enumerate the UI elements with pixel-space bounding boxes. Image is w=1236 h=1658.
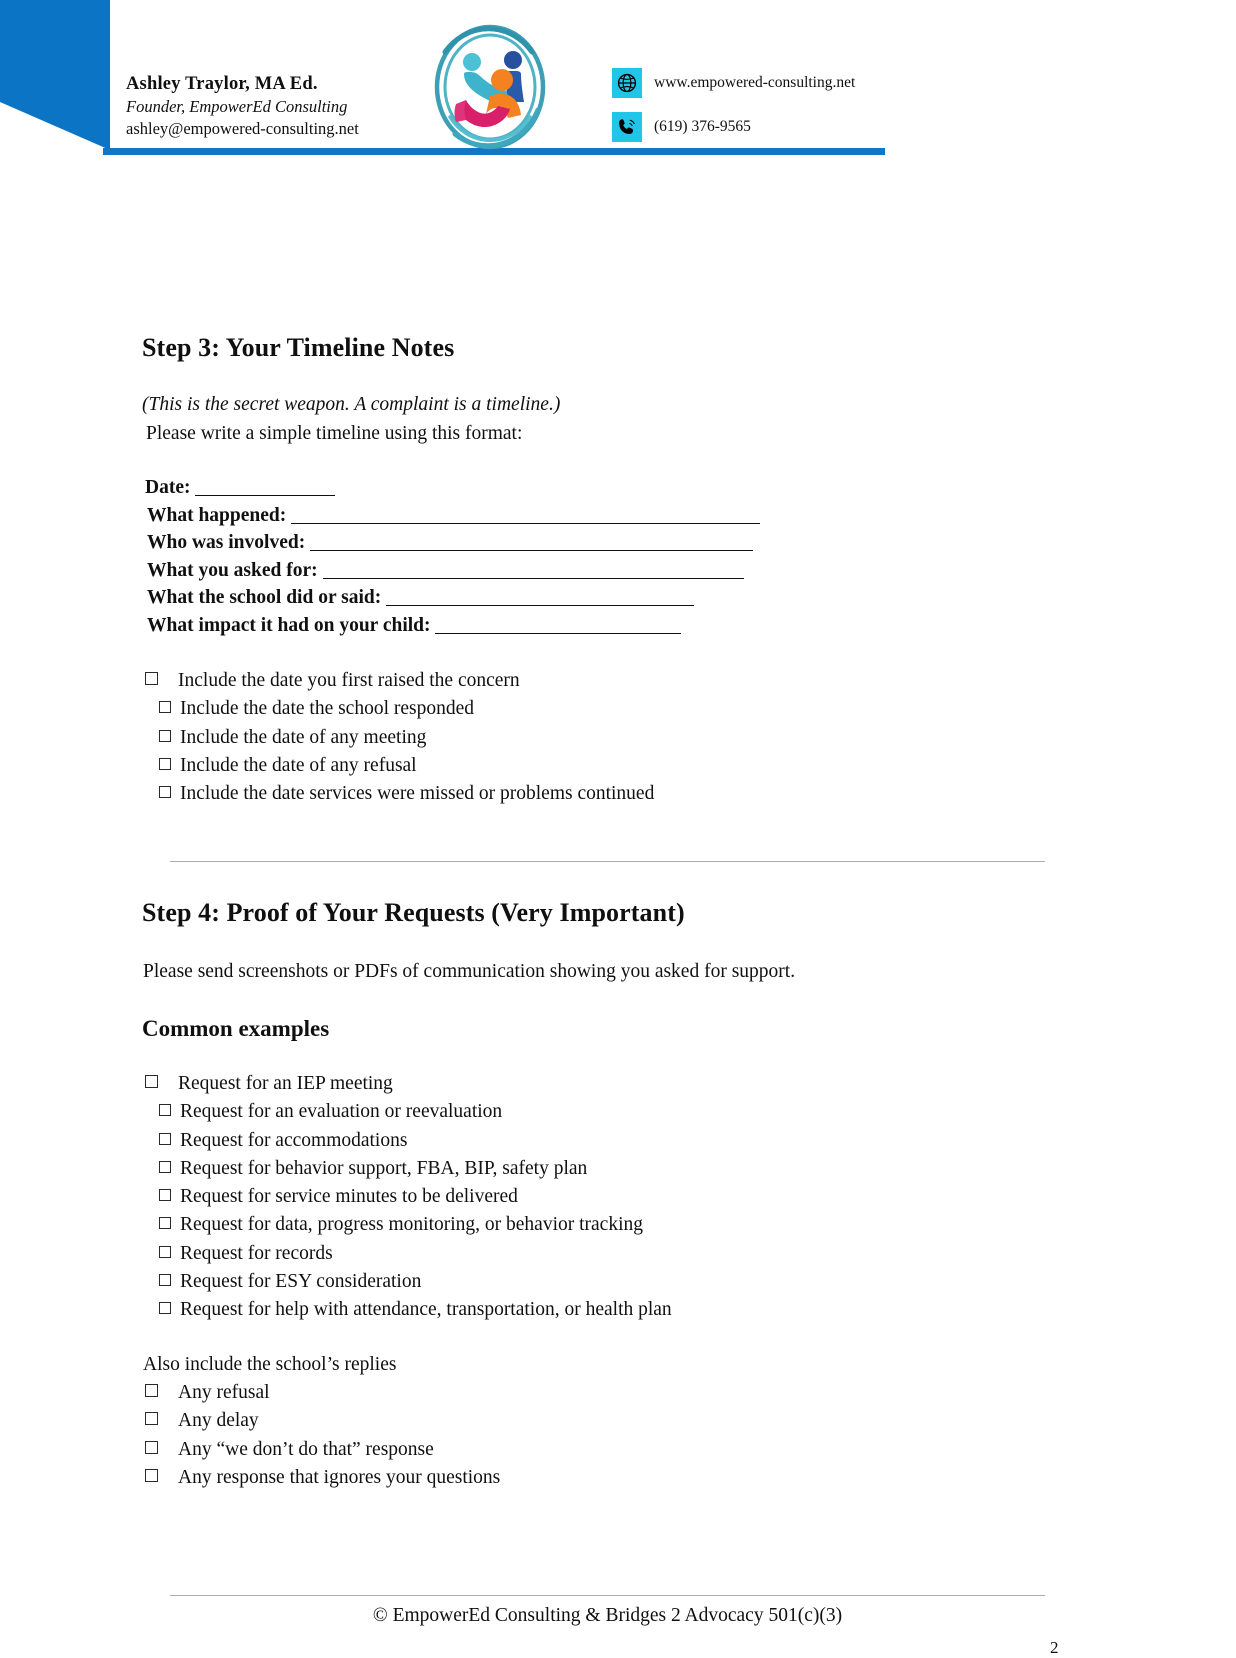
section-divider <box>170 861 1045 862</box>
list-item-label: Any refusal <box>178 1382 270 1403</box>
footer-divider <box>170 1595 1045 1596</box>
form-field-impact <box>147 612 760 640</box>
list-item-label: Request for ESY consideration <box>180 1271 422 1293</box>
form-field-impact-blank[interactable] <box>435 618 681 634</box>
list-item-label: Request for data, progress monitoring, or behavior tracking <box>180 1214 644 1236</box>
list-item[interactable] <box>159 752 654 780</box>
phone-icon <box>612 112 642 142</box>
checkbox-icon[interactable] <box>145 1441 158 1454</box>
company-logo <box>420 22 560 152</box>
step3-heading: Step 3: Your Timeline Notes <box>142 333 455 362</box>
list-item-label: Request for an IEP meeting <box>178 1073 393 1094</box>
globe-icon <box>612 68 642 98</box>
phone-text: (619) 376-9565 <box>654 118 751 135</box>
step3-instruction: Please write a simple timeline using this format: <box>146 423 523 444</box>
list-item[interactable] <box>159 724 654 752</box>
form-field-who-involved <box>147 529 760 557</box>
checkbox-icon[interactable] <box>159 1246 171 1258</box>
checkbox-icon[interactable] <box>159 1133 171 1145</box>
list-item[interactable] <box>145 1379 500 1407</box>
form-field-date-blank[interactable] <box>195 480 335 496</box>
list-item-label: Request for help with attendance, transportation, or health plan <box>180 1299 672 1321</box>
list-item-label: Include the date you first raised the concern <box>178 670 520 691</box>
school-replies-heading: Also include the school’s replies <box>143 1354 397 1375</box>
list-item-label: Request for an evaluation or reevaluation <box>180 1101 503 1123</box>
form-field-school-response-blank[interactable] <box>386 590 694 606</box>
list-item[interactable] <box>145 1407 500 1435</box>
school-replies-list <box>145 1379 500 1492</box>
checkbox-icon[interactable] <box>159 1274 171 1286</box>
checkbox-icon[interactable] <box>159 730 171 742</box>
timeline-form-fields <box>145 474 760 639</box>
checkbox-icon[interactable] <box>145 672 158 685</box>
checkbox-icon[interactable] <box>145 1384 158 1397</box>
contact-details-block <box>612 66 855 154</box>
list-item-label: Request for behavior support, FBA, BIP, safety plan <box>180 1157 588 1179</box>
author-name: Ashley Traylor, MA Ed. <box>126 74 318 94</box>
form-field-what-happened-blank[interactable] <box>291 508 760 524</box>
list-item[interactable] <box>159 1296 672 1324</box>
form-field-what-happened <box>147 502 760 530</box>
step3-checklist <box>145 667 654 808</box>
list-item[interactable] <box>159 1268 672 1296</box>
list-item[interactable] <box>159 1211 672 1239</box>
form-field-school-response-label: What the school did or said: <box>147 587 382 608</box>
contact-row-website <box>612 66 855 100</box>
page-number: 2 <box>1050 1638 1059 1657</box>
checkbox-icon[interactable] <box>145 1412 158 1425</box>
list-item-label: Any delay <box>178 1410 259 1432</box>
step3-note: (This is the secret weapon. A complaint is a timeline.) <box>142 394 561 415</box>
list-item-label: Request for records <box>180 1242 333 1264</box>
list-item[interactable] <box>145 1436 500 1464</box>
common-examples-subheading: Common examples <box>142 1016 330 1041</box>
checkbox-icon[interactable] <box>159 758 171 770</box>
list-item-label: Include the date of any meeting <box>180 726 427 748</box>
form-field-impact-label: What impact it had on your child: <box>147 614 431 636</box>
author-role: Founder, EmpowerEd Consulting <box>126 97 348 117</box>
step4-heading: Step 4: Proof of Your Requests (Very Important) <box>142 898 685 927</box>
list-item-label: Any response that ignores your questions <box>178 1466 501 1488</box>
list-item[interactable] <box>159 1127 672 1155</box>
form-field-asked-for <box>147 557 760 585</box>
checkbox-icon[interactable] <box>159 786 171 798</box>
list-item[interactable] <box>145 1464 500 1492</box>
author-email: ashley@empowered-consulting.net <box>126 119 359 139</box>
list-item-label: Request for service minutes to be delivered <box>180 1186 518 1208</box>
list-item-label: Include the date services were missed or problems continued <box>180 783 655 805</box>
form-field-school-response <box>147 584 760 612</box>
common-examples-list <box>145 1070 672 1325</box>
list-item[interactable] <box>159 1155 672 1183</box>
list-item-label: Include the date of any refusal <box>180 754 417 776</box>
checkbox-icon[interactable] <box>145 1075 158 1088</box>
list-item[interactable] <box>145 1070 672 1098</box>
form-field-what-happened-label: What happened: <box>147 504 287 526</box>
page-header <box>0 0 1236 165</box>
form-field-date <box>145 474 760 502</box>
list-item[interactable] <box>159 1098 672 1126</box>
website-text: www.empowered-consulting.net <box>654 74 856 91</box>
form-field-who-involved-blank[interactable] <box>310 535 753 551</box>
list-item-label: Any “we don’t do that” response <box>178 1438 434 1460</box>
list-item[interactable] <box>159 1240 672 1268</box>
checkbox-icon[interactable] <box>145 1469 158 1482</box>
form-field-who-involved-label: Who was involved: <box>147 532 306 553</box>
checkbox-icon[interactable] <box>159 1302 171 1314</box>
list-item[interactable] <box>159 1183 672 1211</box>
list-item[interactable] <box>159 695 654 723</box>
brand-corner-shape <box>0 0 110 150</box>
form-field-asked-for-blank[interactable] <box>323 563 744 579</box>
form-field-date-label: Date: <box>145 477 191 498</box>
list-item[interactable] <box>145 667 654 695</box>
checkbox-icon[interactable] <box>159 1217 171 1229</box>
list-item-label: Include the date the school responded <box>180 698 475 720</box>
form-field-asked-for-label: What you asked for: <box>147 559 318 581</box>
checkbox-icon[interactable] <box>159 1161 171 1173</box>
contact-row-phone <box>612 110 855 144</box>
contact-identity-block <box>126 72 416 140</box>
list-item[interactable] <box>159 780 654 808</box>
footer-copyright: © EmpowerEd Consulting & Bridges 2 Advocacy 501(c)(3) <box>372 1605 843 1626</box>
checkbox-icon[interactable] <box>159 1104 171 1116</box>
checkbox-icon[interactable] <box>159 701 171 713</box>
checkbox-icon[interactable] <box>159 1189 171 1201</box>
list-item-label: Request for accommodations <box>180 1129 408 1151</box>
step4-instruction: Please send screenshots or PDFs of communication showing you asked for support. <box>143 961 796 982</box>
